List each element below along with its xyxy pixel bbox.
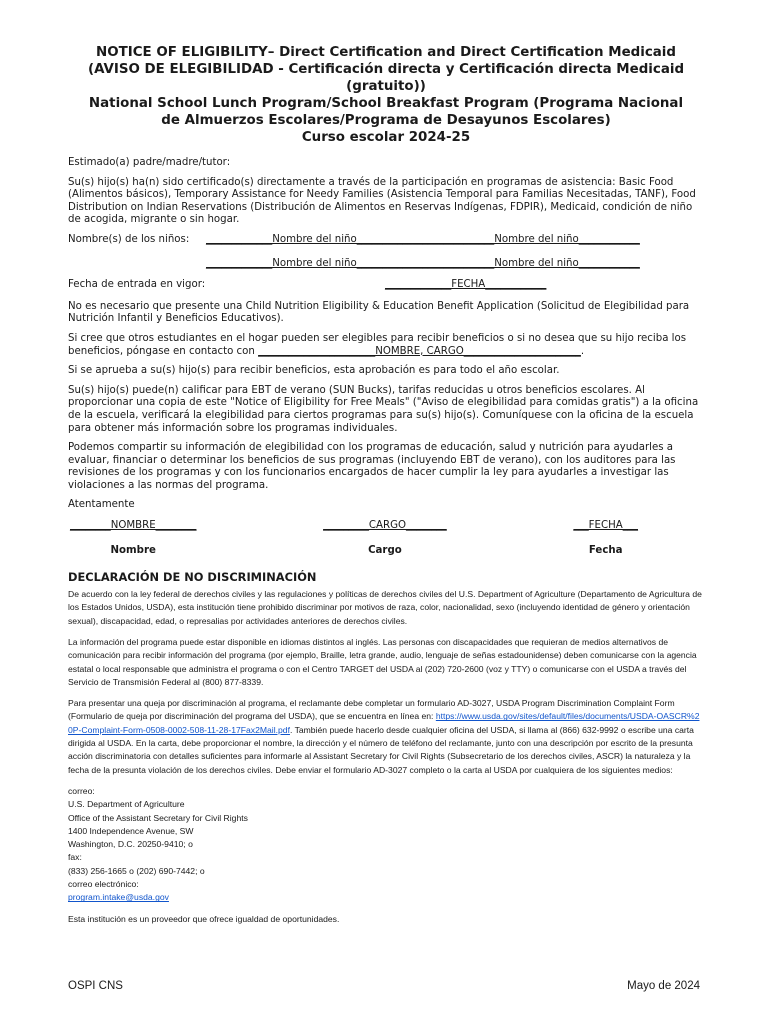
equal-opportunity-statement: Esta institución es un proveedor que ofrece igualdad de oportunidades.: [68, 913, 340, 924]
signature-name-caption: Nombre: [110, 545, 156, 557]
contact-text: Si cree que otros estudiantes en el hogar pueden ser elegibles para recibir beneficios o si no desea que su hijo reciba los beneficios, póngase en contacto con: [68, 332, 687, 357]
title-line-2: (AVISO DE ELEGIBILIDAD - Certificación directa y Certificación directa Medicaid: [87, 62, 685, 77]
closing: Atentamente: [68, 499, 135, 511]
contact-name-blank[interactable]: _______________________NOMBRE, CARGO_______________________: [258, 345, 581, 357]
nondiscrimination-p3: [68, 697, 704, 777]
address-line: 1400 Independence Avenue, SW: [68, 825, 194, 836]
mailing-address: [68, 785, 704, 905]
share-info-paragraph: Podemos compartir su información de elegibilidad con los programas de educación, salud y nutrición para ayudarles a evaluar, financiar o determinar los beneficios de sus programas (incluyendo EBT de verano), con los auditores para las revisiones de los programas y con los funcionarios encargados de hacer cumplir la ley para ayudarles a investigar las violaciones a las normas del programa.: [68, 442, 676, 491]
address-line: U.S. Department of Agriculture: [68, 799, 185, 810]
address-line: Office of the Assistant Secretary for Civil Rights: [68, 812, 248, 823]
signature-title-line[interactable]: _________CARGO________: [323, 520, 447, 532]
children-names-blank-2[interactable]: _____________Nombre del niño___________________________Nombre del niño____________: [206, 257, 640, 269]
address-line: correo electrónico:: [68, 879, 139, 889]
contact-paragraph: [68, 333, 704, 358]
title-line-5: de Almuerzos Escolares/Programa de Desayunos Escolares): [161, 113, 611, 128]
greeting: Estimado(a) padre/madre/tutor:: [68, 157, 231, 168]
document-title: [68, 44, 704, 146]
full-year-paragraph: Si se aprueba a su(s) hijo(s) para recibir beneficios, esta aprobación es para todo el año escolar.: [68, 365, 560, 377]
signature-date-line[interactable]: ___FECHA___: [573, 520, 638, 532]
signature-block: [68, 520, 704, 556]
nondiscrimination-p2: La información del programa puede estar disponible en idiomas distintos al inglés. Las personas con discapacidades que requieran de medios alternativos de comunicación para recibir información del programa (por ejemplo, Braille, letra grande, audio, lenguaje de señas estadounidense) deben comunicarse con la agencia estatal o local responsable que administra el programa o con el Centro TARGET del USDA al (202) 720-2600 (voz y TTY) o comunicarse con el USDA a través del Servicio de Transmisión Federal al (800) 877-8339.: [68, 636, 697, 687]
signature-date-caption: Fecha: [588, 545, 623, 557]
signature-name-line[interactable]: ________NOMBRE________: [70, 520, 197, 532]
children-names-row-2: [68, 258, 704, 271]
title-line-6: Curso escolar 2024-25: [301, 130, 471, 145]
children-names-blank-1[interactable]: _____________Nombre del niño___________________________Nombre del niño____________: [206, 233, 640, 245]
children-names-label: Nombre(s) de los niños:: [68, 233, 190, 245]
sun-bucks-paragraph: Su(s) hijo(s) puede(n) calificar para EBT de verano (SUN Bucks), tarifas reducidas u otros beneficios escolares. Al proporcionar una copia de este "Notice of Eligibility for Free Meals" ("Aviso de elegibilidad para comidas gratis") a la oficina de la escuela, verificará la elegibilidad para ciertos programas para su(s) hijo(s). Comuníquese con la oficina de la escuela para obtener más información sobre los programas individuales.: [68, 384, 699, 434]
nondiscrimination-p1: De acuerdo con la ley federal de derechos civiles y las regulaciones y políticas de derechos civiles del U.S. Department of Agriculture (Departamento de Agricultura de los Estados Unidos, USDA), esta institución tiene prohibido discriminar por motivos de raza, color, nacionalidad, sexo (incluyendo identidad de género y orientación sexual), discapacidad, edad, o represalias por actividades anteriores de derechos civiles.: [68, 589, 702, 626]
certified-paragraph: Su(s) hijo(s) ha(n) sido certificado(s) directamente a través de la participación en programas de asistencia: Basic Food (Alimentos básicos), Temporary Assistance for Needy Families (Asistencia Temporal para Familias Necesitadas, TANF), Food Distribution on Indian Reservations (Distribución de Alimentos en Reservas Indígenas, FDPIR), Medicaid, condición de niño de acogida, migrante o sin hogar.: [68, 176, 696, 226]
children-names-row: [68, 234, 704, 247]
complaint-form-link[interactable]: https://www.usda.gov/sites/default/files/documents/USDA-OASCR%20P-Complaint-Form-0508-0002-508-11-28-17Fax2Mail.pdf: [68, 711, 700, 735]
address-line: correo:: [68, 785, 95, 796]
address-line: Washington, D.C. 20250-9410; o: [68, 839, 193, 850]
notice-document: [68, 44, 704, 934]
signature-date: [573, 520, 638, 556]
footer-org: OSPI CNS: [68, 980, 123, 992]
title-line-4: National School Lunch Program/School Breakfast Program (Programa Nacional: [88, 96, 684, 111]
address-line: fax:: [68, 852, 82, 863]
contact-end: .: [580, 345, 585, 357]
title-line-1: NOTICE OF ELIGIBILITY– Direct Certification and Direct Certification Medicaid: [96, 45, 676, 60]
address-line: (833) 256-1665 o (202) 690-7442; o: [68, 865, 205, 876]
effective-date-label: Fecha de entrada en vigor:: [68, 279, 206, 291]
signature-title-caption: Cargo: [368, 545, 402, 557]
nondiscrimination-heading: DECLARACIÓN DE NO DISCRIMINACIÓN: [68, 570, 317, 585]
complaint-text-cont: . También puede hacerlo desde cualquier oficina del USDA, si llama al (866) 632-9992 o escribe una carta dirigida al USDA. En la carta, debe proporcionar el nombre, la dirección y el número de teléfono del reclamante, junto con una descripción por escrito de la presunta acción discriminatoria con detalles suficientes para informarle al Assistant Secretary for Civil Rights (Subsecretario de los derechos civiles, ASCR) la naturaleza y la fecha de la presunta violación de los derechos civiles. Debe enviar el formulario AD-3027 completo o la carta al USDA por cualquiera de los siguientes medios:: [68, 724, 694, 775]
signature-name: [70, 520, 196, 556]
complaint-text: Para presentar una queja por discriminación al programa, el reclamante debe completar un formulario AD-3027, USDA Program Discrimination Complaint Form (Formulario de queja por discriminación del programa del USDA), que se encuentra en línea en:: [68, 698, 675, 722]
no-application-paragraph: No es necesario que presente una Child Nutrition Eligibility & Education Benefit Application (Solicitud de Elegibilidad para Nutrición Infantil y Beneficios Educativos).: [68, 300, 690, 325]
footer-date: Mayo de 2024: [627, 980, 700, 992]
title-line-3: (gratuito)): [346, 79, 426, 94]
email-link[interactable]: program.intake@usda.gov: [68, 892, 169, 903]
effective-date-blank[interactable]: _____________FECHA____________: [385, 279, 547, 291]
page-footer: [68, 980, 700, 992]
signature-title: [323, 520, 447, 556]
effective-date-row: [68, 279, 704, 292]
